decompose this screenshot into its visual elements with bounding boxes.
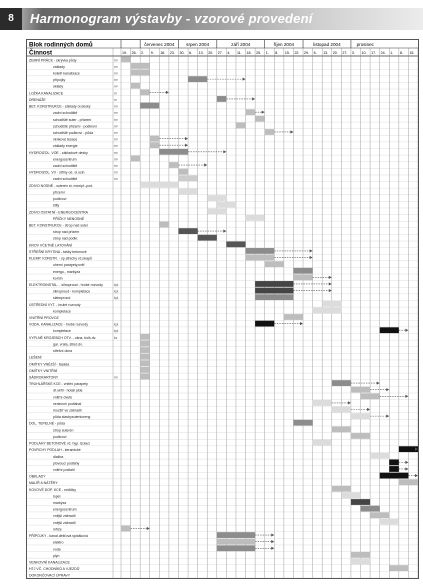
task-bar <box>313 440 332 446</box>
task-bar <box>121 526 131 532</box>
task-bar <box>207 208 226 214</box>
day-label: 11. <box>236 51 242 55</box>
task-bar <box>226 241 245 247</box>
activity-label: strop suterén <box>53 428 74 433</box>
activity-label: HTJ VČ. CHODNÍKŮ A VJEZDŮ <box>29 567 80 572</box>
task-bar <box>351 559 370 565</box>
task-bar <box>188 76 207 82</box>
dependency-arrowhead <box>185 144 188 147</box>
activity-unit: m³ <box>114 144 118 149</box>
task-bar <box>293 268 312 274</box>
task-bar <box>380 327 399 333</box>
day-label: 8. <box>399 51 403 55</box>
activity-label: přízemí <box>53 190 65 195</box>
activity-label: slaboproud <box>53 296 71 301</box>
activity-label: dř.okřil - hotaii plde <box>53 388 83 393</box>
activity-label: základy energie <box>53 144 78 149</box>
activity-label: ZEMNÍ PRÁCE - skrývka půdy <box>29 58 77 63</box>
day-label: 13. <box>198 51 204 55</box>
day-label: 9. <box>150 51 154 55</box>
task-bar <box>341 493 360 499</box>
activity-label: kotelň kanalizace <box>53 71 80 76</box>
header-activity: Činnost <box>29 49 53 57</box>
activity-label: HYDROIZOL. VV - střiny od. ol.ocin <box>29 170 85 175</box>
day-label: 15. <box>409 51 415 55</box>
activity-label: OMÍTKY VNĚJŠÍ - fasáda <box>29 362 70 367</box>
task-bar <box>178 189 197 195</box>
day-label: 25. <box>256 51 262 55</box>
task-bar <box>140 374 150 380</box>
activity-label: ELEKTROINSTAL. - silnoproud - hrubé rozvody <box>29 282 103 287</box>
activity-label: POVRCHY PODLAH - keramické <box>29 448 81 453</box>
task-bar <box>322 301 341 307</box>
task-bar <box>361 506 380 512</box>
task-bar <box>246 248 275 254</box>
task-bar <box>140 347 150 353</box>
dependency-arrowhead <box>310 249 313 252</box>
activity-label: energocentrum <box>53 157 77 162</box>
activity-label: vnitřní dveře <box>53 395 73 400</box>
day-label: 10. <box>361 51 367 55</box>
task-bar <box>380 473 409 479</box>
day-label: 20. <box>332 51 338 55</box>
month-label: listopad 2004 <box>313 42 341 47</box>
activity-label: PŘÍPOJKY - kanal.dešťová splašková <box>29 534 88 539</box>
task-bar <box>246 215 265 221</box>
dependency-arrowhead <box>243 78 246 81</box>
activity-unit: m² <box>114 150 118 155</box>
activity-unit: m³ <box>114 78 118 83</box>
activity-label: kompletace <box>53 329 71 334</box>
activity-label: LEŠENÍ <box>29 355 42 360</box>
task-bar <box>159 222 169 228</box>
title-bar <box>0 8 423 30</box>
day-label: 4. <box>227 51 231 55</box>
activity-label: PŘÍČKY NENOSNÉ <box>53 216 85 221</box>
task-bar <box>265 129 275 135</box>
activity-label: podkroví <box>53 197 67 202</box>
task-bar <box>217 202 236 208</box>
activity-unit: kpl. <box>114 296 120 301</box>
day-label: 6. <box>189 51 193 55</box>
activity-label: TRUHLÁŘSKÉ KCE - vnitřní parapety <box>29 382 88 387</box>
task-bar <box>255 321 274 327</box>
day-label: 6. <box>313 51 317 55</box>
task-bar <box>217 539 255 545</box>
day-label: 13. <box>323 51 329 55</box>
dependency-arrowhead <box>262 111 265 114</box>
activity-label: zadní schodiště <box>53 164 78 169</box>
activity-label: LOŽKA KANALIZACE <box>29 91 64 96</box>
dependency-arrowhead <box>415 474 418 477</box>
header-project-name: Blok rodinných domů <box>29 41 93 49</box>
day-label: 18. <box>246 51 252 55</box>
task-bar <box>313 400 332 406</box>
task-bar <box>140 360 150 366</box>
task-bar <box>380 519 399 525</box>
activity-unit: m² <box>114 375 118 380</box>
task-bar <box>313 307 342 313</box>
task-bar <box>140 103 159 109</box>
dependency-arrowhead <box>271 540 274 543</box>
dependency-arrowhead <box>405 329 408 332</box>
task-bar <box>140 89 150 95</box>
task-bar <box>140 334 150 340</box>
activity-label: VYPLNĚ KROJEBCH OTV. - okna, bulk.dv. <box>29 335 97 340</box>
task-bar <box>255 281 293 287</box>
activity-unit: m² <box>114 164 118 169</box>
dependency-arrowhead <box>405 461 408 464</box>
activity-label: schodiště přízemí - podkroví <box>53 124 97 129</box>
dependency-arrowhead <box>367 408 370 411</box>
task-bar <box>351 499 370 505</box>
task-bar <box>246 109 256 115</box>
activity-label: střešní okna <box>53 349 73 354</box>
month-label: říjen 2004 <box>273 42 295 47</box>
task-bar <box>351 387 370 393</box>
activity-unit: kpl. <box>114 329 120 334</box>
day-label: 27. <box>342 51 348 55</box>
activity-unit: m³ <box>114 104 118 109</box>
task-bar <box>246 255 275 261</box>
activity-label: plyn <box>53 553 60 558</box>
month-label: srpen 2004 <box>186 42 210 47</box>
task-bar <box>140 182 178 188</box>
task-bar <box>131 156 141 162</box>
activity-label: energo., markýza <box>53 269 81 274</box>
activity-label: lopel <box>53 494 61 499</box>
task-bar <box>178 169 188 175</box>
activity-label: plovoucí podlahy <box>53 461 80 466</box>
task-bar <box>178 228 197 234</box>
task-bar <box>217 96 227 102</box>
task-bar <box>265 261 284 267</box>
activity-label: OBKLADY <box>29 474 46 479</box>
activity-label: ZDIVO NOSNÉ - suterén st. mezipř.-pod. <box>29 183 93 188</box>
task-bar <box>255 294 293 300</box>
activity-label: STŘEŠNÍ KRYTINA - tašky betonové <box>29 249 87 254</box>
activity-label: VENKOVNÍ KANALIZACE <box>29 560 70 565</box>
task-bar <box>121 56 131 62</box>
activity-unit: m³ <box>114 111 118 116</box>
activity-unit: m³ <box>114 58 118 63</box>
activity-unit: m³ <box>114 71 118 76</box>
task-bar <box>131 63 150 69</box>
task-bar <box>370 512 389 518</box>
dependency-arrowhead <box>271 547 274 550</box>
activity-unit: kpl. <box>114 282 120 287</box>
activity-unit: m³ <box>114 137 118 142</box>
dependency-arrowhead <box>185 137 188 140</box>
task-bar <box>351 413 370 419</box>
day-label: 15. <box>284 51 290 55</box>
dependency-arrowhead <box>386 388 389 391</box>
task-bar <box>255 288 293 294</box>
task-bar <box>150 142 160 148</box>
task-bar <box>131 70 150 76</box>
page-title: Harmonogram výstavby - vzorové provedení <box>30 11 313 26</box>
task-bar <box>389 565 408 571</box>
day-label: 16. <box>160 51 166 55</box>
activity-label: podkroví <box>53 434 67 439</box>
day-label: 20. <box>208 51 214 55</box>
activity-label: štity <box>53 203 60 208</box>
day-label: 1. <box>390 51 394 55</box>
gantt-chart <box>27 40 418 578</box>
dependency-arrowhead <box>329 282 332 285</box>
activity-label: vnější zábradlí <box>53 514 76 519</box>
task-bar <box>131 83 141 89</box>
activity-label: zadní schodiště <box>53 111 78 116</box>
task-bar <box>389 466 399 472</box>
dependency-arrowhead <box>348 401 351 404</box>
task-bar <box>332 486 351 492</box>
activity-unit: m <box>114 91 117 96</box>
task-bar <box>140 341 150 347</box>
dependency-arrowhead <box>405 395 408 398</box>
dependency-arrowhead <box>310 256 313 259</box>
activity-label: OMÍTKY VNITŘNÍ <box>29 368 58 373</box>
activity-unit: kpl. <box>114 322 120 327</box>
task-bar <box>236 122 246 128</box>
day-label: 1. <box>265 51 269 55</box>
activity-label: kompletace <box>53 309 71 314</box>
task-bar <box>140 354 150 360</box>
dependency-arrowhead <box>377 381 380 384</box>
activity-label: gar. vrata, střed.dv. <box>53 342 83 347</box>
task-bar <box>332 380 351 386</box>
activity-label: DOL. TEPELNÉ - půda <box>29 421 65 426</box>
activity-label: SÁDROKARTONY <box>29 375 59 380</box>
dependency-arrowhead <box>329 276 332 279</box>
task-bar <box>332 426 351 432</box>
dependency-arrowhead <box>223 150 226 153</box>
activity-label: PODLAHY BETONOVÉ vč. hyp. izolací <box>29 441 90 446</box>
task-bar <box>351 552 370 558</box>
activity-label: oherní parapety,svěl <box>53 263 85 268</box>
task-bar <box>255 116 265 122</box>
activity-label: mříže <box>53 527 62 532</box>
day-label: 2. <box>141 51 145 55</box>
day-label: 24. <box>380 51 386 55</box>
task-bar <box>178 175 197 181</box>
activity-label: strop nad přízem <box>53 230 80 235</box>
day-label: 26. <box>131 51 137 55</box>
activity-label: dlažba <box>53 454 64 459</box>
day-label: 27. <box>217 51 223 55</box>
day-label: 19. <box>122 51 127 55</box>
activity-label: silnoproud - kompletace <box>53 289 91 294</box>
task-bar <box>293 420 312 426</box>
activity-label: základy <box>53 64 65 69</box>
activity-unit: m <box>114 97 117 102</box>
dependency-arrowhead <box>271 533 274 536</box>
activity-unit: m³ <box>114 64 118 69</box>
dependency-arrowhead <box>405 467 408 470</box>
activity-unit: m³ <box>114 130 118 135</box>
activity-label: úklady <box>53 84 64 89</box>
construction-schedule-table <box>26 39 419 579</box>
activity-unit: m³ <box>114 117 118 122</box>
activity-label: VODA, KANALIZACE - hrubé rozvody <box>29 322 88 327</box>
activity-unit: ks <box>114 335 118 340</box>
activity-label: voda <box>53 547 61 552</box>
activity-unit: m² <box>114 157 118 162</box>
activity-label: vnitřní podlahi <box>53 467 75 472</box>
day-label: 8. <box>275 51 279 55</box>
activity-unit: kpl. <box>114 289 120 294</box>
task-bar <box>351 433 370 439</box>
activity-label: komín <box>53 276 63 281</box>
activity-label: venkovní podlahal <box>53 401 82 406</box>
dependency-arrowhead <box>252 97 255 100</box>
activity-label: mozšíř ve zábradlí <box>53 408 82 413</box>
activity-label: markýza <box>53 501 67 506</box>
month-label: září 2004 <box>231 42 251 47</box>
day-label: 22. <box>294 51 300 55</box>
task-bar <box>159 149 188 155</box>
activity-label: věnkové tesace <box>53 137 78 142</box>
activity-unit: m² <box>114 177 118 182</box>
task-bar <box>284 314 303 320</box>
task-bar <box>361 393 380 399</box>
dependency-arrowhead <box>300 322 303 325</box>
page-number: 8 <box>0 8 22 30</box>
day-label: 17. <box>371 51 377 55</box>
task-bar <box>169 162 179 168</box>
activity-unit: m² <box>114 170 118 175</box>
activity-label: DOKONČOVACÍ ÚPRAVY <box>29 573 71 578</box>
day-label: 30. <box>179 51 185 55</box>
dependency-arrowhead <box>147 527 150 530</box>
activity-label: KLEMP. KONSTR. - sp.střechy vč.okapů <box>29 256 92 261</box>
activity-label: strop nad podkr. <box>53 236 79 241</box>
activity-label: KROV VČETNĚ LATOVÁNÍ <box>29 243 73 248</box>
day-label: 29. <box>304 51 310 55</box>
activity-label: půda stavbysuterkoreng <box>53 415 91 420</box>
activity-label: energocentrum <box>53 507 77 512</box>
dependency-arrowhead <box>329 289 332 292</box>
activity-unit: m³ <box>114 124 118 129</box>
activity-label: DRENÁŽE <box>29 97 46 102</box>
activity-label: HYDROIZOL. VOE - základové desky <box>29 150 88 155</box>
activity-label: VNITŘNÍ PROVOZ <box>29 316 59 321</box>
task-bar <box>399 479 418 485</box>
task-bar <box>207 195 226 201</box>
month-label: prosinec <box>356 42 374 47</box>
activity-label: BET. KONSTRUKCE - strop nad suter <box>29 223 89 228</box>
dependency-arrowhead <box>223 230 226 233</box>
activity-unit: m³ <box>114 84 118 89</box>
task-bar <box>389 459 399 465</box>
activity-label: ÚSTŘEDNÍ VYT. - hrubé rozvody <box>29 302 81 307</box>
month-label: červenec 2004 <box>144 42 175 47</box>
task-bar <box>293 274 312 280</box>
activity-label: BET. KONSTRUKCE - základy ol.desky <box>29 104 91 109</box>
activity-label: ZDIVO OSTATNÍ - ENERGOCENTRA <box>29 210 88 215</box>
task-bar <box>217 532 255 538</box>
task-bar <box>198 235 217 241</box>
dependency-arrowhead <box>204 163 207 166</box>
dependency-arrowhead <box>290 130 293 133</box>
task-bar <box>150 136 160 142</box>
activity-label: vnější zábradlí <box>53 520 76 525</box>
task-bar <box>217 545 255 551</box>
day-label: 3. <box>351 51 355 55</box>
dependency-arrowhead <box>386 415 389 418</box>
task-bar <box>332 407 351 413</box>
activity-label: elektro <box>53 540 64 545</box>
dependency-arrowhead <box>166 91 169 94</box>
activity-label: MALÍŘ A NÁTĚRY <box>29 481 58 486</box>
activity-label: zadní schodiště <box>53 177 78 182</box>
task-bar <box>370 453 389 459</box>
day-label: 23. <box>169 51 175 55</box>
activity-label: schodiště podkroví - půda <box>53 130 94 135</box>
activity-label: KOVOVÉ DOP. KCE - roštičky <box>29 487 77 492</box>
task-bar <box>140 367 150 373</box>
activity-label: schodiště suter - přízemí <box>53 117 92 122</box>
activity-label: přípojky <box>53 78 66 83</box>
